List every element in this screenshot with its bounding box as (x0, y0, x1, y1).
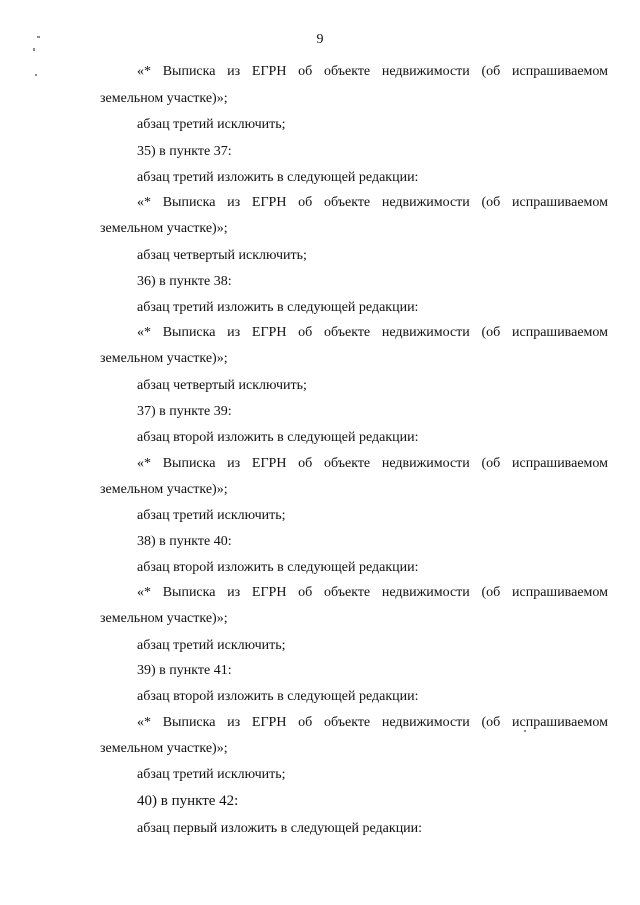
quoted-statement: «* Выписка из ЕГРН об объекте недвижимости (об испрашиваемом (137, 456, 608, 471)
page-number: 9 (316, 32, 324, 47)
quoted-statement-continuation: земельном участке)»; (100, 351, 228, 366)
instruction-line: абзац третий исключить; (137, 638, 286, 653)
quoted-statement: «* Выписка из ЕГРН об объекте недвижимости (об испрашиваемом (137, 195, 608, 210)
instruction-line: абзац второй изложить в следующей редакции: (137, 430, 419, 445)
instruction-line: абзац третий исключить; (137, 508, 286, 523)
instruction-line: абзац второй изложить в следующей редакции: (137, 560, 419, 575)
quoted-statement: «* Выписка из ЕГРН об объекте недвижимости (об испрашиваемом (137, 325, 608, 340)
quoted-statement-continuation: земельном участке)»; (100, 611, 228, 626)
instruction-line: абзац второй изложить в следующей редакции: (137, 689, 419, 704)
instruction-line: абзац третий исключить; (137, 117, 286, 132)
scan-speck (35, 74, 37, 76)
quoted-statement: «* Выписка из ЕГРН об объекте недвижимости (об испрашиваемом (137, 715, 608, 730)
instruction-line: абзац третий изложить в следующей редакции: (137, 170, 419, 185)
clause-heading: 36) в пункте 38: (137, 274, 232, 289)
clause-heading: 40) в пункте 42: (137, 793, 239, 809)
instruction-line: абзац третий исключить; (137, 767, 286, 782)
quoted-statement-continuation: земельном участке)»; (100, 221, 228, 236)
clause-heading: 38) в пункте 40: (137, 534, 232, 549)
quoted-statement: «* Выписка из ЕГРН об объекте недвижимости (об испрашиваемом (137, 585, 608, 600)
scan-speck (33, 48, 35, 51)
quoted-statement-continuation: земельном участке)»; (100, 482, 228, 497)
quoted-statement-continuation: земельном участке)»; (100, 741, 228, 756)
quoted-statement: «* Выписка из ЕГРН об объекте недвижимости (об испрашиваемом (137, 64, 608, 79)
instruction-line: абзац четвертый исключить; (137, 378, 307, 393)
instruction-line: абзац третий изложить в следующей редакции: (137, 300, 419, 315)
clause-heading: 37) в пункте 39: (137, 404, 232, 419)
instruction-line: абзац первый изложить в следующей редакции: (137, 821, 423, 836)
clause-heading: 39) в пункте 41: (137, 663, 232, 678)
instruction-line: абзац четвертый исключить; (137, 248, 307, 263)
quoted-statement-continuation: земельном участке)»; (100, 91, 228, 106)
clause-heading: 35) в пункте 37: (137, 144, 232, 159)
